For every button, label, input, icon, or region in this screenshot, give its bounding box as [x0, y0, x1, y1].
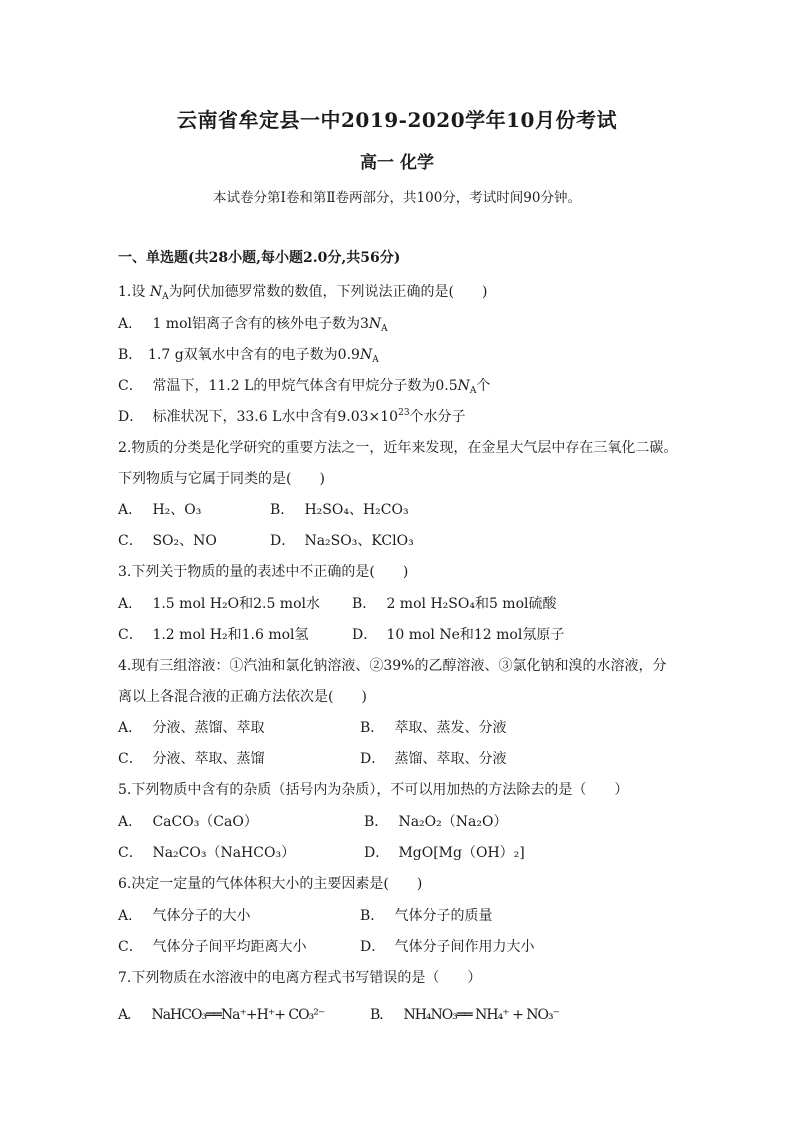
exam-subtitle: 高一 化学 — [360, 153, 434, 173]
question-3-option-d: D． 10 mol Ne和12 mol氖原子 — [352, 627, 565, 643]
question-4-option-b: B． 萃取、蒸发、分液 — [360, 720, 507, 736]
question-6-option-a: A． 气体分子的大小 — [118, 908, 251, 924]
question-6-option-d: D． 气体分子间作用力大小 — [360, 939, 535, 955]
question-5-stem: 5.下列物质中含有的杂质（括号内为杂质），不可以用加热的方法除去的是（ ） — [118, 782, 629, 798]
question-1-stem: 1.设 $N_A$为阿伏加德罗常数的数值，下列说法正确的是( ) — [118, 284, 488, 302]
question-5-option-d: D． MgO[Mg（OH）₂] — [364, 845, 525, 861]
question-2-option-d: D． Na₂SO₃、KClO₃ — [270, 533, 414, 549]
exam-title: 云南省牟定县一中2019-2020学年10月份考试 — [177, 108, 617, 132]
question-5-option-c: C． Na₂CO₃（NaHCO₃） — [118, 845, 296, 861]
question-6-option-b: B． 气体分子的质量 — [360, 908, 493, 924]
question-7-stem: 7.下列物质在水溶液中的电离方程式书写错误的是（ ） — [118, 970, 482, 986]
question-5-option-a: A． CaCO₃（CaO） — [118, 814, 258, 830]
question-7-option-b: B． NH₄NO₃══ NH₄⁺ + NO₃⁻ — [370, 1007, 559, 1023]
question-2-option-b: B． H₂SO₄、H₂CO₃ — [270, 502, 409, 518]
question-2-stem-line-2: 下列物质与它属于同类的是( ) — [118, 471, 325, 487]
section-title: 一、单选题(共28小题,每小题2.0分,共56分) — [118, 250, 401, 266]
question-3-option-b: B． 2 mol H₂SO₄和5 mol硫酸 — [352, 596, 557, 612]
question-4-stem-line-2: 离以上各混合液的正确方法依次是( ) — [118, 689, 367, 705]
question-3-option-a: A． 1.5 mol H₂O和2.5 mol水 — [118, 596, 320, 612]
question-2-option-a: A． H₂、O₃ — [118, 502, 202, 518]
question-4-option-c: C． 分液、萃取、蒸馏 — [118, 751, 265, 767]
question-4-option-d: D． 蒸馏、萃取、分液 — [360, 751, 507, 767]
question-6-option-c: C． 气体分子间平均距离大小 — [118, 939, 307, 955]
question-7-option-a: A． NaHCO₃══Na⁺+H⁺+ CO₃²⁻ — [118, 1007, 325, 1023]
question-4-option-a: A． 分液、蒸馏、萃取 — [118, 720, 265, 736]
question-1-option-b: B． 1.7 g双氧水中含有的电子数为$0.9N_A$ — [118, 347, 379, 365]
question-4-stem-line-1: 4.现有三组溶液：①汽油和氯化钠溶液、②39%的乙醇溶液、③氯化钠和溴的水溶液，分 — [118, 658, 667, 674]
question-2-stem-line-1: 2.物质的分类是化学研究的重要方法之一，近年来发现，在金星大气层中存在三氧化二碳。 — [118, 440, 678, 456]
exam-note: 本试卷分第Ⅰ卷和第Ⅱ卷两部分，共100分，考试时间90分钟。 — [213, 190, 581, 206]
question-1-option-d: D． 标准状况下，33.6 L水中含有$9.03\times 10^{23}$个水分子 — [118, 408, 466, 425]
question-3-option-c: C． 1.2 mol H₂和1.6 mol氢 — [118, 627, 309, 643]
question-6-stem: 6.决定一定量的气体体积大小的主要因素是( ) — [118, 876, 423, 892]
question-5-option-b: B． Na₂O₂（Na₂O） — [364, 814, 508, 830]
question-1-option-c: C． 常温下，11.2 L的甲烷气体含有甲烷分子数为$0.5N_A$个 — [118, 378, 491, 396]
question-1-option-a: A． 1 mol铝离子含有的核外电子数为$3N_A$ — [118, 316, 388, 334]
question-3-stem: 3.下列关于物质的量的表述中不正确的是( ) — [118, 564, 409, 580]
question-2-option-c: C． SO₂、NO — [118, 533, 217, 549]
